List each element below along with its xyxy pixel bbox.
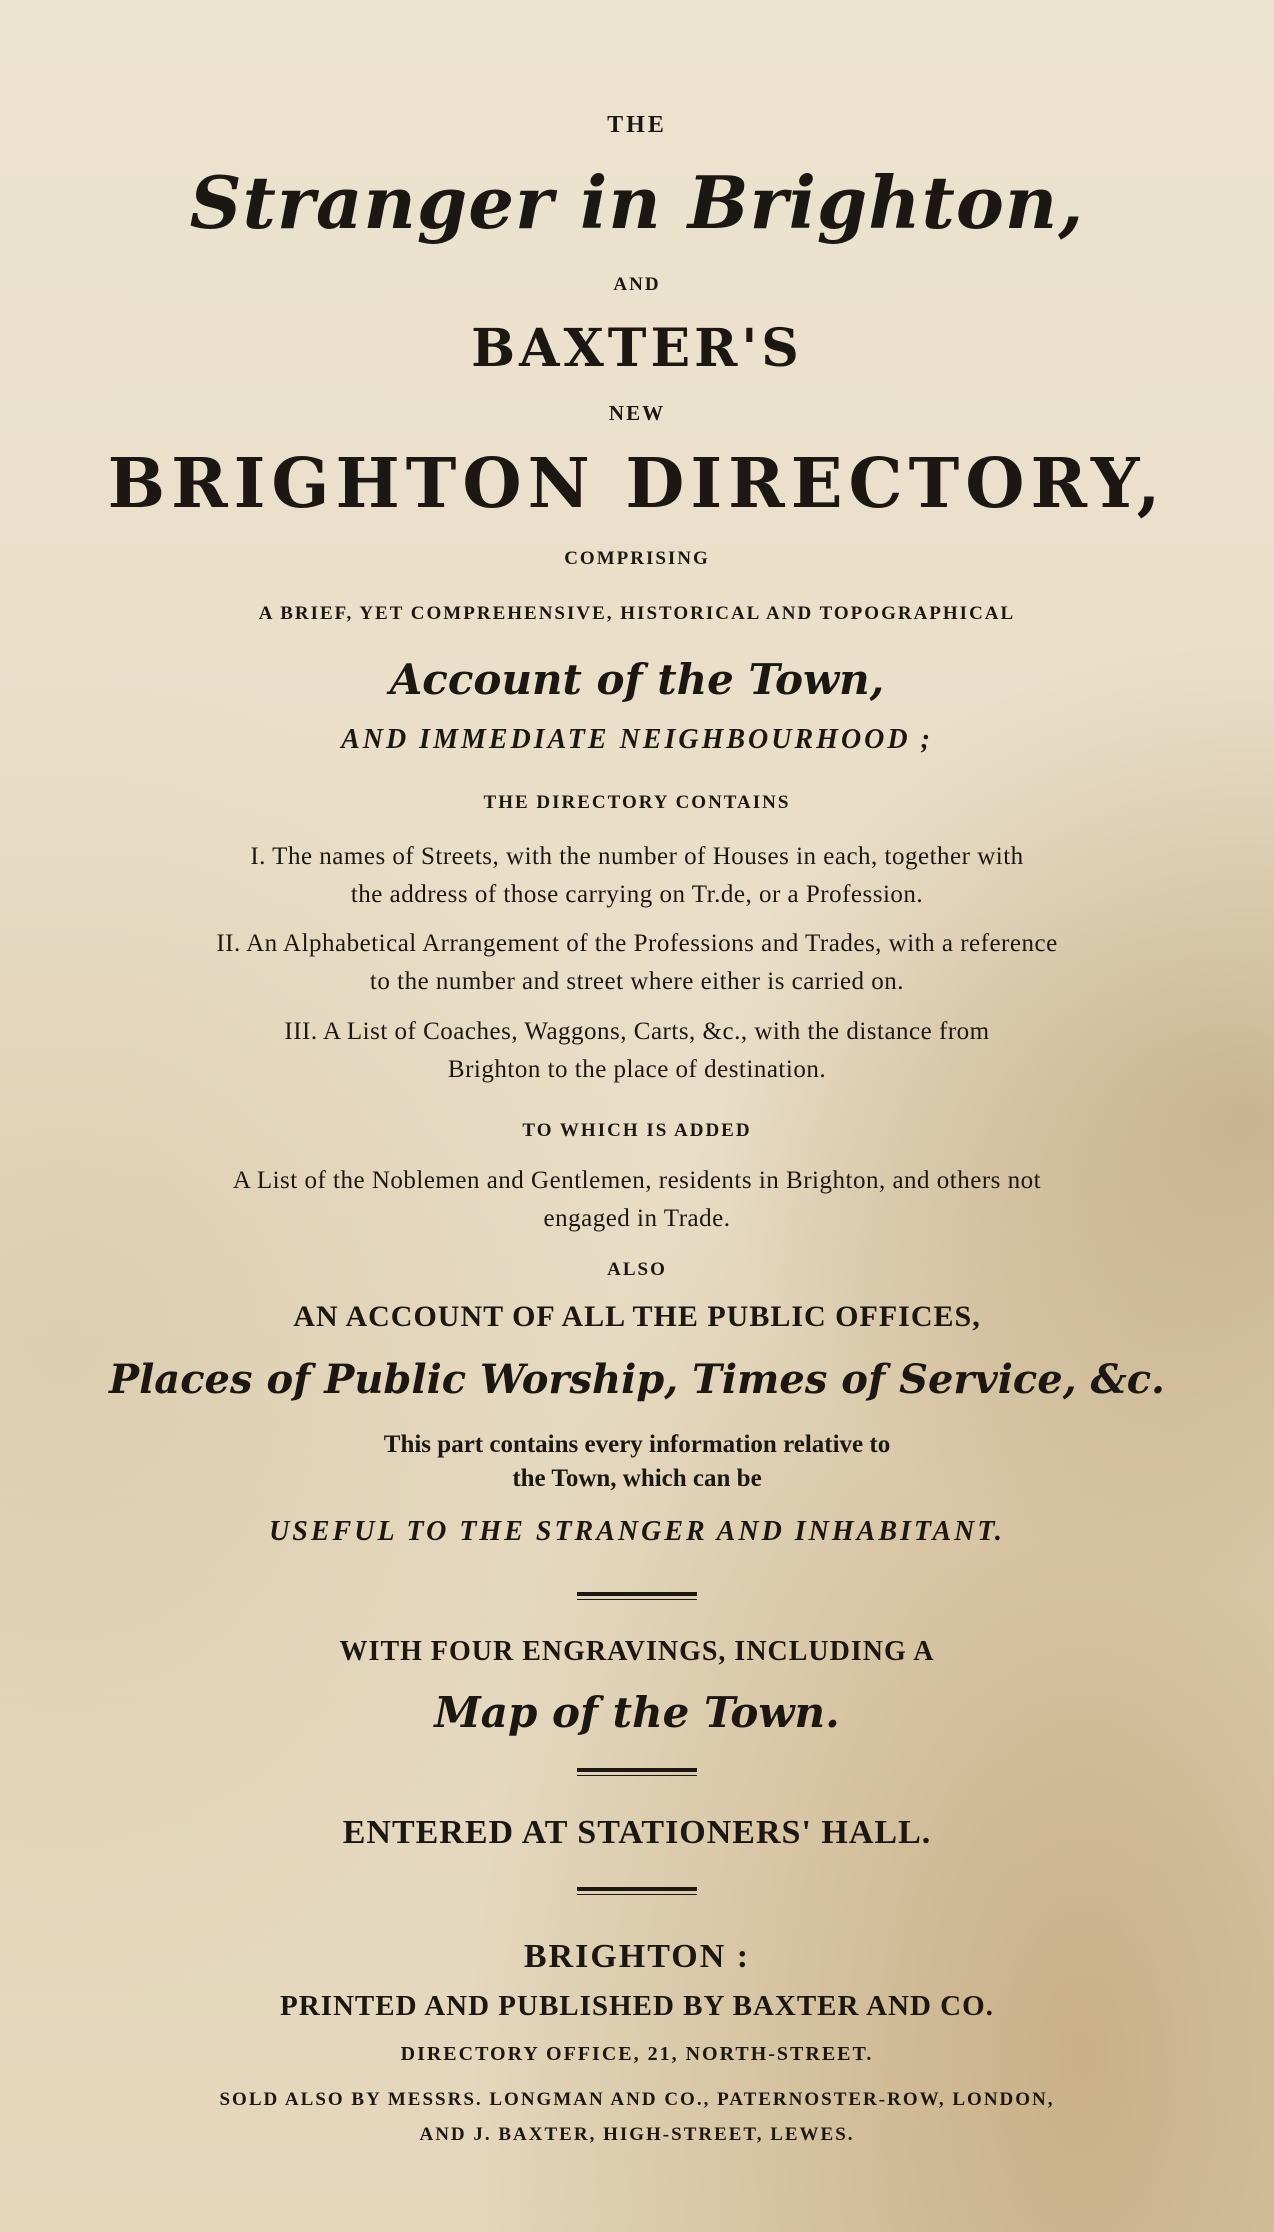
divider-rule	[577, 1592, 697, 1600]
added-heading: TO WHICH IS ADDED	[522, 1120, 752, 1141]
imprint-sold-line-2: AND J. BAXTER, HIGH-STREET, LEWES.	[419, 2124, 855, 2145]
item-3-line-2: Brighton to the place of destination.	[447, 1056, 827, 1083]
divider-rule	[577, 1887, 697, 1895]
brief-line: A BRIEF, YET COMPREHENSIVE, HISTORICAL AND TOPOGRAPHICAL	[258, 603, 1016, 624]
neighbourhood-line: AND IMMEDIATE NEIGHBOURHOOD ;	[341, 724, 933, 755]
noblemen-line-2: engaged in Trade.	[543, 1205, 731, 1232]
engravings-line: WITH FOUR ENGRAVINGS, INCLUDING A	[339, 1636, 935, 1667]
account-heading: Account of the Town,	[389, 655, 885, 704]
comprising-label: COMPRISING	[564, 548, 710, 569]
part-line-2: the Town, which can be	[512, 1465, 762, 1492]
item-3-line-1: III. A List of Coaches, Waggons, Carts, &c., with the distance from	[284, 1018, 990, 1045]
divider-rule	[577, 1768, 697, 1776]
entered-line: ENTERED AT STATIONERS' HALL.	[342, 1814, 932, 1851]
list-item	[0, 838, 1274, 914]
also-label: ALSO	[607, 1259, 667, 1280]
imprint-city: BRIGHTON :	[523, 1938, 751, 1975]
useful-line: USEFUL TO THE STRANGER AND INHABITANT.	[269, 1516, 1005, 1547]
list-item	[0, 1013, 1274, 1089]
part-line-1: This part contains every information relative to	[383, 1431, 891, 1458]
imprint-printed: PRINTED AND PUBLISHED BY BAXTER AND CO.	[280, 1990, 994, 2022]
imprint-sold-line-1: SOLD ALSO BY MESSRS. LONGMAN AND CO., PATERNOSTER-ROW, LONDON,	[219, 2089, 1055, 2110]
item-1-line-2: the address of those carrying on Tr.de, or a Profession.	[350, 881, 924, 908]
imprint-office: DIRECTORY OFFICE, 21, NORTH-STREET.	[400, 2043, 874, 2065]
item-2-line-1: II. An Alphabetical Arrangement of the Professions and Trades, with a reference	[216, 930, 1058, 957]
new-label: NEW	[608, 401, 666, 425]
list-item	[0, 925, 1274, 1001]
map-heading: Map of the Town.	[434, 1688, 840, 1737]
baxters-heading: BAXTER'S	[471, 318, 803, 379]
stranger-title: Stranger in Brighton,	[189, 160, 1085, 245]
worship-heading: Places of Public Worship, Times of Service, &c.	[109, 1356, 1165, 1403]
noblemen-line-1: A List of the Noblemen and Gentlemen, residents in Brighton, and others not	[232, 1167, 1042, 1194]
noblemen-block	[0, 1162, 1274, 1238]
contains-heading: THE DIRECTORY CONTAINS	[483, 792, 791, 813]
directory-title: BRIGHTON DIRECTORY,	[107, 444, 1167, 524]
part-block	[0, 1428, 1274, 1496]
item-2-line-2: to the number and street where either is carried on.	[369, 968, 905, 995]
the-label: THE	[607, 112, 667, 138]
item-1-line-1: I. The names of Streets, with the number of Houses in each, together with	[250, 843, 1024, 870]
and-label: AND	[613, 274, 661, 295]
offices-heading: AN ACCOUNT OF ALL THE PUBLIC OFFICES,	[293, 1300, 981, 1333]
